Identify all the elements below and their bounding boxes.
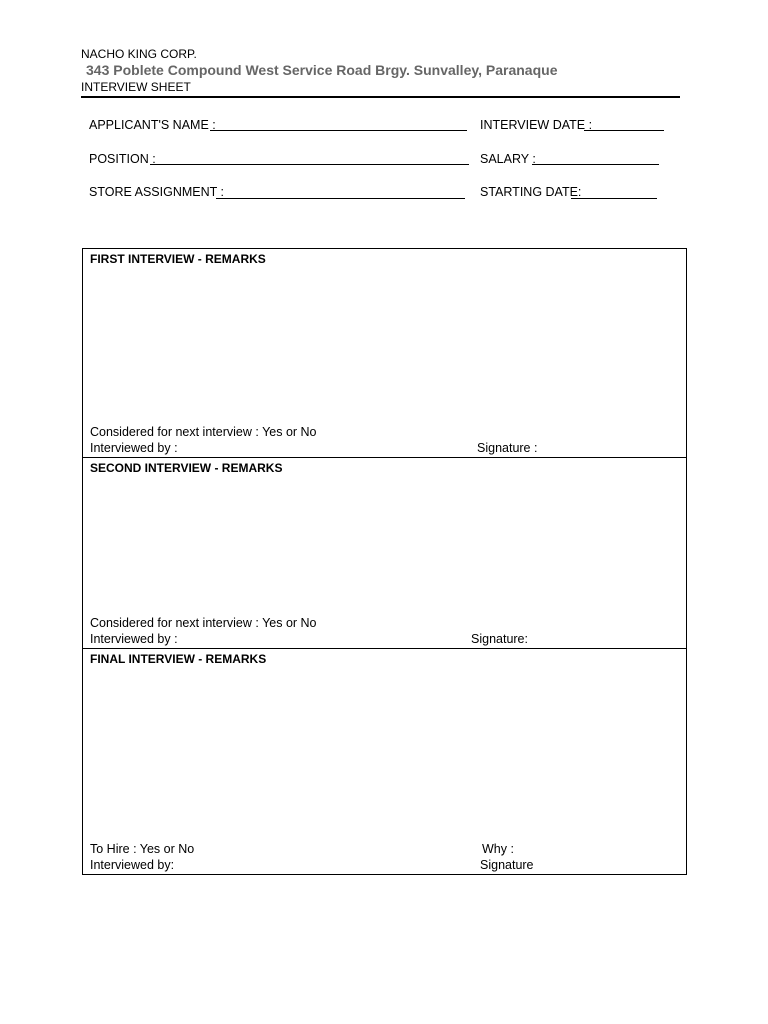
- first-interview-title: FIRST INTERVIEW - REMARKS: [90, 252, 266, 266]
- company-address: 343 Poblete Compound West Service Road Brgy. Sunvalley, Paranaque: [86, 62, 558, 78]
- second-considered-text: Considered for next interview : Yes or No: [90, 616, 317, 630]
- starting-date-field[interactable]: [571, 198, 657, 199]
- second-interview-title: SECOND INTERVIEW - REMARKS: [90, 461, 283, 475]
- final-signature-label: Signature: [480, 858, 534, 872]
- applicant-name-label: APPLICANT'S NAME :: [89, 118, 216, 132]
- second-interviewed-by-label: Interviewed by :: [90, 632, 178, 646]
- second-signature-label: Signature:: [471, 632, 528, 646]
- final-interview-section: [82, 648, 687, 875]
- starting-date-label: STARTING DATE:: [480, 185, 582, 199]
- header-divider: [81, 96, 680, 98]
- interview-date-label: INTERVIEW DATE :: [480, 118, 593, 132]
- interview-date-field[interactable]: [584, 130, 664, 131]
- first-interviewed-by-label: Interviewed by :: [90, 441, 178, 455]
- company-name: NACHO KING CORP.: [81, 47, 197, 61]
- sheet-title: INTERVIEW SHEET: [81, 80, 191, 94]
- applicant-name-field[interactable]: [210, 130, 467, 131]
- final-why-label: Why :: [482, 842, 514, 856]
- first-interview-section: [82, 248, 687, 458]
- first-considered-text: Considered for next interview : Yes or No: [90, 425, 317, 439]
- position-field[interactable]: [150, 164, 469, 165]
- second-interview-section: [82, 457, 687, 649]
- final-to-hire-text: To Hire : Yes or No: [90, 842, 195, 856]
- position-label: POSITION :: [89, 152, 156, 166]
- store-assignment-label: STORE ASSIGNMENT :: [89, 185, 224, 199]
- final-interview-title: FINAL INTERVIEW - REMARKS: [90, 652, 267, 666]
- final-interviewed-by-label: Interviewed by:: [90, 858, 175, 872]
- first-signature-label: Signature :: [477, 441, 538, 455]
- store-assignment-field[interactable]: [216, 198, 465, 199]
- salary-field[interactable]: [532, 164, 659, 165]
- salary-label: SALARY :: [480, 152, 536, 166]
